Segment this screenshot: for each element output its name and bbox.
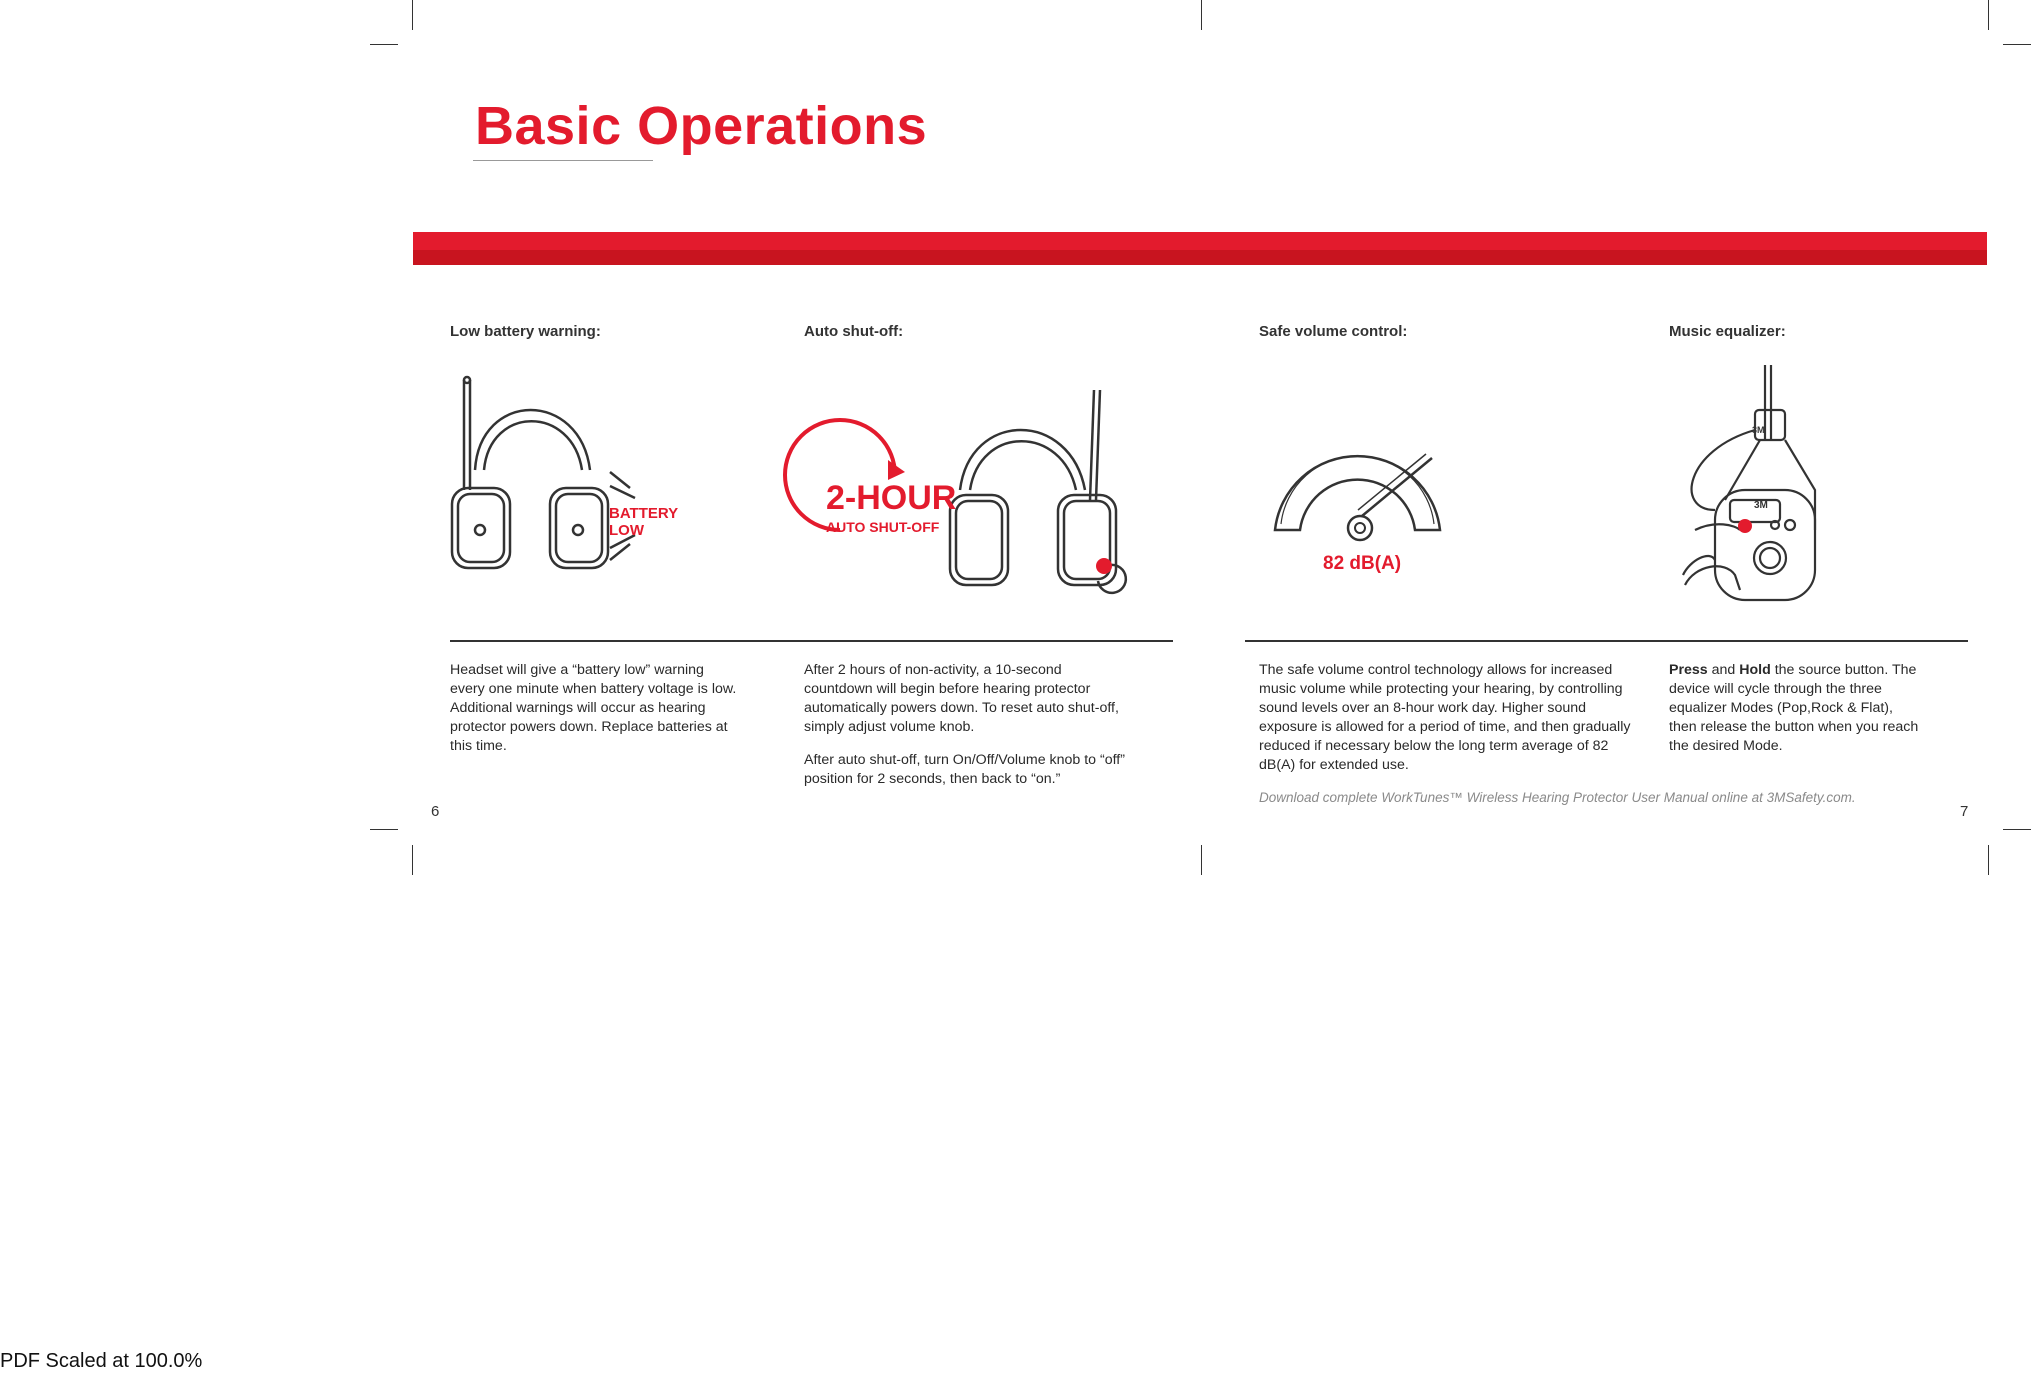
press-emphasis: Press (1669, 662, 1708, 678)
gauge-value-label: 82 dB(A) (1323, 553, 1402, 574)
crop-mark (1201, 845, 1202, 875)
crop-mark (370, 829, 398, 830)
battery-low-label-line1: BATTERY (609, 505, 679, 522)
heading-safe-volume: Safe volume control: (1259, 323, 1408, 340)
auto-shutoff-text (804, 661, 1129, 803)
heading-low-battery: Low battery warning: (450, 323, 601, 340)
crop-mark (1201, 0, 1202, 30)
left-page-rule (450, 640, 1173, 642)
auto-shutoff-label (826, 480, 956, 538)
crop-mark (412, 0, 413, 30)
crop-mark (370, 44, 398, 45)
volume-gauge-illustration (1270, 440, 1470, 550)
and-connector: and (1707, 662, 1740, 678)
page-title: Basic Operations (475, 96, 928, 156)
heading-music-equalizer: Music equalizer: (1669, 323, 1786, 340)
crop-mark (2003, 44, 2031, 45)
equalizer-description: the source button. The device will cycle through the three equalizer Modes (Pop,Rock & Flat), then release the button when you reach the desired Mode. (1669, 662, 1919, 754)
auto-shutoff-paragraph-1: After 2 hours of non-activity, a 10-second countdown will begin before hearing protector automatically powers down. To reset auto shut-off, simply adjust volume knob. (804, 662, 1119, 735)
auto-shutoff-sublabel: AUTO SHUT-OFF (826, 519, 940, 535)
right-page-number: 7 (1960, 803, 1969, 820)
crop-mark (1988, 845, 1989, 875)
equalizer-illustration (1675, 360, 1835, 600)
headset-battery-illustration (440, 370, 700, 590)
crop-mark (2003, 829, 2031, 830)
download-footnote: Download complete WorkTunes™ Wireless Hearing Protector User Manual online at 3MSafety.com. (1259, 790, 1856, 805)
crop-mark (412, 845, 413, 875)
equalizer-paragraph (1669, 661, 1919, 756)
safe-volume-text (1259, 661, 1644, 789)
header-band (413, 232, 1987, 265)
hold-emphasis: Hold (1739, 662, 1771, 678)
logo-3m-device: 3M (1754, 500, 1768, 511)
logo-3m-top: 3M (1752, 425, 1765, 435)
auto-shutoff-paragraph-2: After auto shut-off, turn On/Off/Volume knob to “off” position for 2 seconds, then back to “on.” (804, 752, 1125, 787)
battery-low-label-line2: LOW (609, 522, 644, 539)
equalizer-text (1669, 661, 1919, 770)
two-hour-label: 2-HOUR (826, 479, 957, 517)
right-page-rule (1245, 640, 1968, 642)
heading-auto-shutoff: Auto shut-off: (804, 323, 904, 340)
battery-low-label (609, 505, 678, 539)
crop-mark (1988, 0, 1989, 30)
left-page-number: 6 (431, 803, 440, 820)
title-underline (473, 160, 653, 161)
safe-volume-paragraph: The safe volume control technology allows for increased music volume while protecting your hearing, by controlling sound levels over an 8-hour work day. Higher sound exposure is allowed for a period of time, and then gradually reduced if necessary below the long term average of 82 dB(A) for extended use. (1259, 662, 1631, 773)
low-battery-text (450, 661, 740, 770)
low-battery-paragraph: Headset will give a “battery low” warning every one minute when battery voltage is low. Additional warnings will occur as hearing protector powers down. Replace batteries at this time. (450, 662, 737, 754)
pdf-scale-label: PDF Scaled at 100.0% (0, 1350, 203, 1372)
